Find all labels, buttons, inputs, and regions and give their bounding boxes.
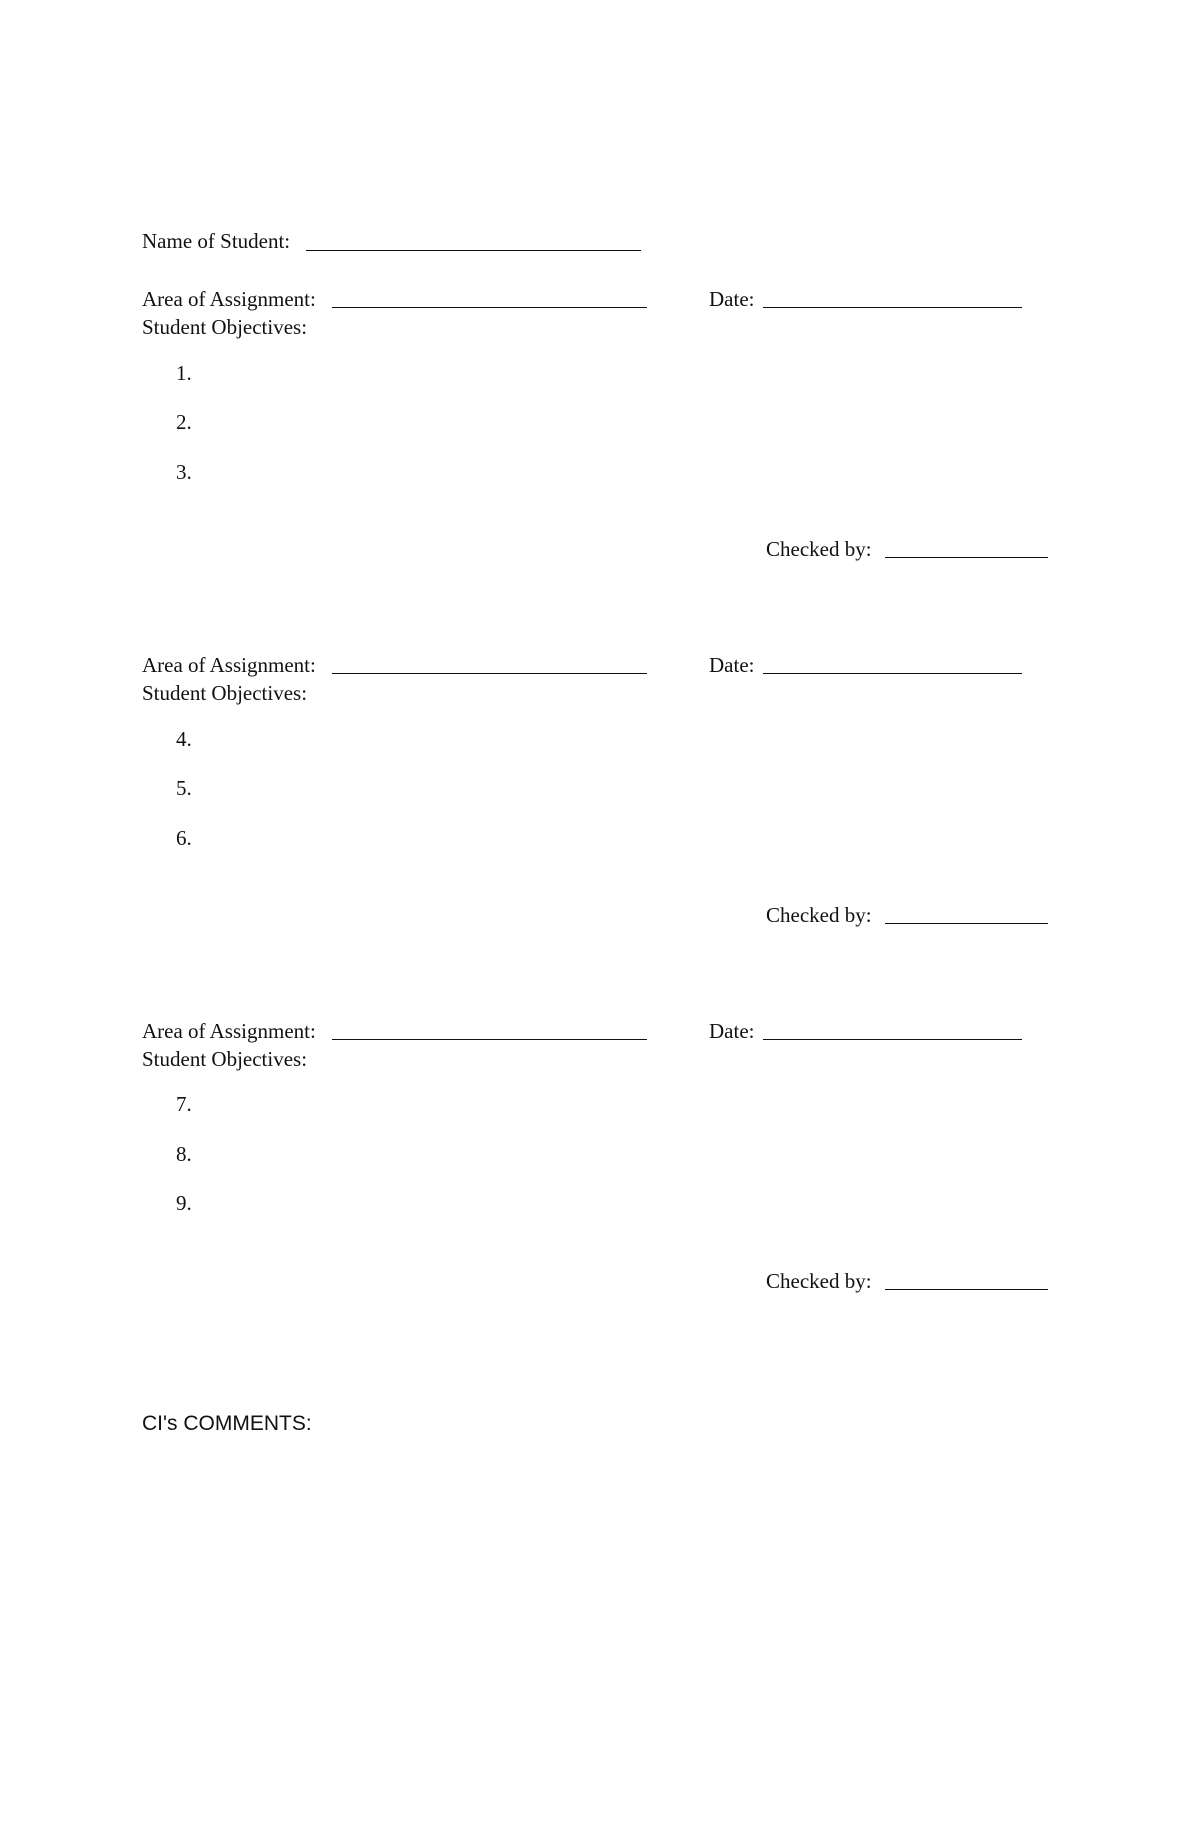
student-objectives-label-3: Student Objectives: <box>142 1047 308 1071</box>
objective-item-6: 6. <box>176 826 192 850</box>
objective-item-7: 7. <box>176 1092 192 1116</box>
objective-item-9: 9. <box>176 1191 192 1215</box>
area-of-assignment-label-1: Area of Assignment: <box>142 287 316 311</box>
date-label-2: Date: <box>709 653 755 677</box>
student-name-label: Name of Student: <box>142 229 291 253</box>
objective-item-1: 1. <box>176 361 192 385</box>
area-of-assignment-field-1[interactable] <box>332 307 647 308</box>
area-of-assignment-field-2[interactable] <box>332 673 647 674</box>
date-field-3[interactable] <box>763 1039 1022 1040</box>
ci-comments-label: CI's COMMENTS: <box>142 1412 312 1435</box>
checked-by-field-2[interactable] <box>885 923 1048 924</box>
area-of-assignment-label-2: Area of Assignment: <box>142 653 316 677</box>
student-objectives-label-1: Student Objectives: <box>142 315 308 339</box>
date-label-3: Date: <box>709 1019 755 1043</box>
objective-item-8: 8. <box>176 1142 192 1166</box>
student-name-field[interactable] <box>306 250 641 251</box>
area-of-assignment-label-3: Area of Assignment: <box>142 1019 316 1043</box>
area-of-assignment-field-3[interactable] <box>332 1039 647 1040</box>
date-field-1[interactable] <box>763 307 1022 308</box>
student-objectives-label-2: Student Objectives: <box>142 681 308 705</box>
checked-by-label-1: Checked by: <box>766 537 872 561</box>
objective-item-4: 4. <box>176 727 192 751</box>
checked-by-label-3: Checked by: <box>766 1269 872 1293</box>
objective-item-5: 5. <box>176 776 192 800</box>
checked-by-field-1[interactable] <box>885 557 1048 558</box>
objective-item-3: 3. <box>176 460 192 484</box>
checked-by-label-2: Checked by: <box>766 903 872 927</box>
checked-by-field-3[interactable] <box>885 1289 1048 1290</box>
date-field-2[interactable] <box>763 673 1022 674</box>
date-label-1: Date: <box>709 287 755 311</box>
objective-item-2: 2. <box>176 410 192 434</box>
